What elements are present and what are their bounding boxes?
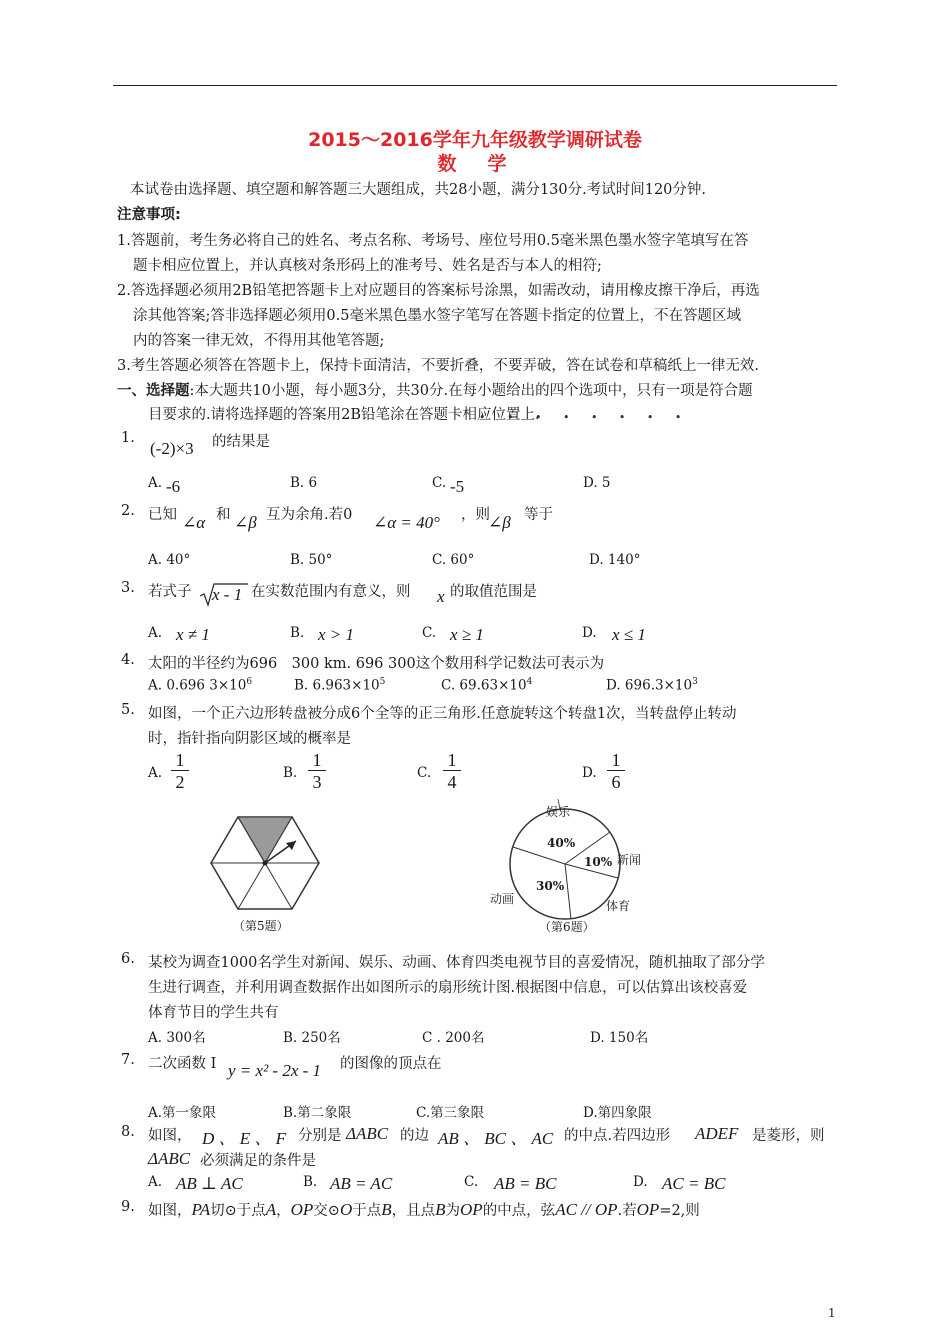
q7-text-1: 二次函数 I — [148, 1056, 217, 1072]
q2-beta: ∠β — [234, 513, 257, 532]
q5-number: 5. — [121, 702, 135, 718]
pie-value-animation: 30% — [536, 879, 565, 893]
q1-expression: (-2)×3 — [150, 439, 194, 458]
pie-label-sports: 体育 — [606, 899, 631, 913]
q6-line-3: 体育节目的学生共有 — [148, 1005, 279, 1021]
q7-function: y = x² - 2x - 1 — [228, 1061, 322, 1080]
exam-intro: 本试卷由选择题、填空题和解答题三大题组成，共28小题，满分130分.考试时间120分钟. — [130, 182, 707, 198]
q6-number: 6. — [121, 951, 135, 967]
pie-label-animation: 动画 — [490, 892, 515, 906]
q3-option-d: x ≤ 1 — [612, 625, 646, 644]
q2-option-c: C. 60° — [432, 552, 475, 568]
q8-triangle: ΔABC — [346, 1124, 389, 1143]
q2-alpha: ∠α — [182, 513, 206, 532]
q6-line-2: 生进行调查，并利用调查数据作出如图所示的扇形统计图.根据图中信息，可以估算出该校喜爱 — [148, 980, 748, 996]
q8-option-a: AB ⊥ AC — [176, 1174, 243, 1193]
notice-2-line-1: 2.答选择题必须用2B铅笔把答题卡上对应题目的答案标号涂黑，如需改动，请用橡皮擦干净后，再选 — [117, 283, 760, 299]
q9-number: 9. — [121, 1199, 135, 1215]
q7-option-d: D.第四象限 — [583, 1105, 652, 1121]
header-rule — [113, 85, 837, 86]
q7-number: 7. — [121, 1052, 135, 1068]
q7-option-c: C.第三象限 — [416, 1105, 485, 1121]
q8-text-4: 的中点.若四边形 — [564, 1128, 671, 1144]
page-number: 1 — [828, 1306, 836, 1320]
q8-option-c-label: C. — [464, 1174, 479, 1190]
notice-3-line-1: 3.考生答题必须答在答题卡上，保持卡面清洁，不要折叠，不要弄破，答在试卷和草稿纸上一律无效. — [117, 358, 759, 374]
q6-option-b: B. 250名 — [283, 1030, 341, 1046]
q8-quadrilateral: ADEF — [695, 1124, 739, 1143]
q7-option-a: A.第一象限 — [148, 1105, 217, 1121]
q6-option-d: D. 150名 — [590, 1030, 649, 1046]
q3-number: 3. — [121, 580, 135, 596]
q8-triangle-2: ΔABC — [148, 1149, 191, 1168]
notice-1-line-2: 题卡相应位置上，并认真核对条形码上的准考号、姓名是否与本人的相符; — [133, 258, 602, 274]
q5-option-c-label: C. — [417, 765, 432, 781]
notice-2-line-2: 涂其他答案;答非选择题必须用0.5毫米黑色墨水签字笔写在答题卡指定的位置上，不在答题区域 — [133, 308, 741, 324]
q3-text-3: 的取值范围是 — [450, 584, 537, 600]
q6-option-a: A. 300名 — [148, 1030, 206, 1046]
pie-label-news: 新闻 — [617, 853, 642, 867]
pie-value-news: 10% — [584, 855, 613, 869]
q5-option-b-fraction: $\frac{1}{3}$ — [308, 750, 326, 793]
q1-option-a-label: A. — [148, 475, 163, 491]
q7-text-2: 的图像的顶点在 — [340, 1056, 442, 1072]
pie-value-entertainment: 40% — [547, 836, 576, 850]
q6-line-1: 某校为调查1000名学生对新闻、娱乐、动画、体育四类电视节目的喜爱情况，随机抽取了部分学 — [148, 955, 765, 971]
q2-option-d: D. 140° — [589, 552, 641, 568]
q3-option-a: x ≠ 1 — [176, 625, 210, 644]
q7-option-b: B.第二象限 — [283, 1105, 352, 1121]
q4-text: 太阳的半径约为696 300 km. 696 300这个数用科学记数法可表示为 — [148, 656, 605, 672]
q2-text-2: 和 — [216, 507, 231, 523]
q8-option-b: AB = AC — [330, 1174, 393, 1193]
q3-option-c-label: C. — [422, 625, 437, 641]
notice-2-line-3: 内的答案一律无效，不得用其他笔答题; — [133, 333, 385, 349]
q4-option-b: B. $6.963\times 10^5$ — [294, 677, 386, 694]
q2-text-1: 已知 — [148, 507, 177, 523]
notice-1-line-1: 1.答题前，考生务必将自己的姓名、考点名称、考场号、座位号用0.5毫米黑色墨水签字笔填写在答 — [117, 233, 749, 249]
q8-text-6: 必须满足的条件是 — [200, 1153, 316, 1169]
q8-points: D 、 E 、 F — [202, 1129, 287, 1148]
q5-option-a-fraction: $\frac{1}{2}$ — [171, 750, 189, 793]
q5-line-2: 时，指针指向阴影区域的概率是 — [148, 731, 351, 747]
notice-heading: 注意事项: — [117, 207, 181, 223]
q1-option-a: -6 — [166, 477, 181, 496]
exam-subject: 数 学 — [437, 153, 513, 175]
q2-beta-2: ∠β — [488, 513, 511, 532]
q4-option-c: C. $69.63\times 10^4$ — [441, 677, 533, 694]
q5-option-d-label: D. — [582, 765, 597, 781]
q3-option-a-label: A. — [148, 625, 163, 641]
q5-option-d-fraction: $\frac{1}{6}$ — [607, 750, 625, 793]
q1-text: 的结果是 — [212, 434, 270, 450]
q4-option-a: A. 0.696 $3\times 10^6$ — [148, 677, 253, 694]
q8-text-3: 的边 — [400, 1128, 429, 1144]
emphasis-dots: • • • • • • • • — [479, 411, 691, 424]
q2-option-b: B. 50° — [290, 552, 333, 568]
q8-option-c: AB = BC — [494, 1174, 557, 1193]
q5-line-1: 如图，一个正六边形转盘被分成6个全等的正三角形.任意旋转这个转盘1次，当转盘停止转动 — [148, 706, 737, 722]
q5-option-c-fraction: $\frac{1}{4}$ — [443, 750, 461, 793]
q8-text-1: 如图， — [148, 1128, 192, 1144]
q2-text-5: 等于 — [524, 507, 553, 523]
q4-number: 4. — [121, 652, 135, 668]
q8-text-5: 是菱形，则 — [752, 1128, 825, 1144]
q8-sides: AB 、 BC 、 AC — [438, 1129, 554, 1148]
q3-option-b-label: B. — [290, 625, 305, 641]
q2-text-3: 互为余角.若0 — [266, 507, 353, 523]
q3-radicand: x - 1 — [212, 585, 243, 604]
q3-text-2: 在实数范围内有意义，则 — [251, 584, 411, 600]
q8-option-a-label: A. — [148, 1174, 163, 1190]
q8-option-d: AC = BC — [662, 1174, 726, 1193]
q5-option-a-label: A. — [148, 765, 163, 781]
q1-option-b: B. 6 — [290, 475, 318, 491]
q2-option-a: A. 40° — [148, 552, 191, 568]
exam-title: 2015～2016学年九年级教学调研试卷 — [308, 129, 642, 151]
q3-text-1: 若式子 — [148, 584, 192, 600]
q1-option-c-label: C. — [432, 475, 447, 491]
q4-option-d: D. $696.3\times 10^3$ — [606, 677, 698, 694]
q1-option-d: D. 5 — [583, 475, 611, 491]
q3-option-d-label: D. — [582, 625, 597, 641]
section-1-line-1: 一、选择题:本大题共10小题，每小题3分，共30分.在每小题给出的四个选项中，只有一项是符合题 — [117, 383, 753, 399]
q3-variable: x — [437, 587, 445, 606]
q8-text-2: 分别是 — [298, 1128, 342, 1144]
section-1-label: 一、选择题 — [117, 383, 190, 399]
q5-option-b-label: B. — [283, 765, 298, 781]
pie-label-entertainment: 娱乐 — [546, 805, 571, 819]
q6-figure-caption: （第6题） — [539, 920, 595, 934]
q1-number: 1. — [121, 430, 135, 446]
q6-option-c: C . 200名 — [422, 1030, 485, 1046]
q5-figure-caption: （第5题） — [233, 919, 289, 933]
q8-number: 8. — [121, 1124, 135, 1140]
section-1-line-2: 目要求的.请将选择题的答案用2B铅笔涂在答题卡相应位置上. — [148, 407, 540, 423]
q8-option-d-label: D. — [633, 1174, 648, 1190]
q2-text-4: ，则 — [461, 507, 490, 523]
q9-text: 如图，PA切⊙于点A，OP交⊙O于点B，且点B为OP的中点，弦AC // OP.若OP=2,则 — [148, 1200, 700, 1219]
q3-option-c: x ≥ 1 — [450, 625, 484, 644]
q8-option-b-label: B. — [303, 1174, 318, 1190]
q2-condition: ∠α = 40° — [373, 513, 440, 532]
q2-number: 2. — [121, 503, 135, 519]
q3-option-b: x > 1 — [318, 625, 355, 644]
q1-option-c: -5 — [450, 477, 465, 496]
